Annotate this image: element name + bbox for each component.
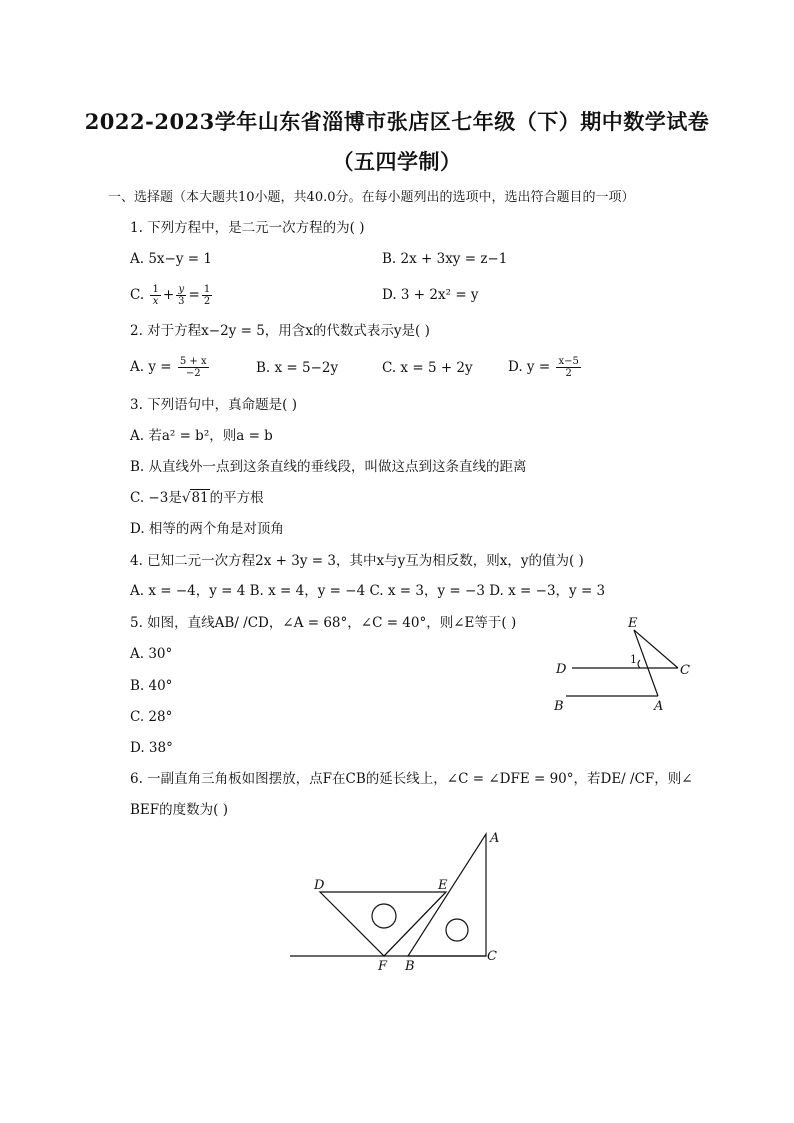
q2-option-a: A. y = $\frac{5 + x}{-2}$: [130, 356, 207, 379]
label-d: D: [314, 878, 325, 893]
q1-option-d: D. 3 + 2x² = y: [382, 287, 479, 303]
q4-stem: 4. 已知二元一次方程2x + 3y = 3，其中x与y互为相反数，则x，y的值为( ): [130, 553, 584, 569]
fraction: $\frac{y}{3}$: [178, 284, 185, 307]
label-f: F: [378, 959, 388, 974]
q3-option-c: C. −3是√81的平方根: [130, 490, 264, 506]
label-e: E: [628, 616, 638, 631]
exam-title: 2022-2023学年山东省淄博市张店区七年级（下）期中数学试卷: [84, 109, 710, 134]
q5-stem: 5. 如图，直线AB/ /CD，∠A = 68°，∠C = 40°，则∠E等于( ): [130, 615, 517, 631]
q6-stem-line1: 6. 一副直角三角板如图摆放，点F在CB的延长线上，∠C = ∠DFE = 90°，若DE/ /CF，则∠: [130, 771, 693, 787]
q2-option-c: C. x = 5 + 2y: [382, 360, 473, 376]
q5-figure: [548, 612, 708, 720]
label-a: A: [654, 699, 664, 714]
angle-1-arc: [638, 660, 640, 668]
q5-option-b: B. 40°: [130, 678, 173, 694]
q5-option-d: D. 38°: [130, 740, 173, 756]
q1-option-c: C. $\frac{1}{x}$ + $\frac{y}{3}$ = $\frac{1}{2}$: [130, 284, 211, 307]
q3-option-b: B. 从直线外一点到这条直线的垂线段，叫做这点到这条直线的距离: [130, 459, 527, 475]
q2-option-d: D. y = $\frac{x-5}{2}$: [508, 356, 579, 379]
q6-stem-line2: BEF的度数为( ): [130, 802, 228, 818]
label-angle-1: 1: [630, 653, 637, 666]
q2-option-b: B. x = 5−2y: [256, 360, 339, 376]
q1-option-a: A. 5x−y = 1: [130, 251, 212, 267]
q1-stem: 1. 下列方程中，是二元一次方程的为( ): [130, 220, 365, 236]
q1-option-c-label: C.: [130, 287, 145, 303]
triangle-def-hole: [372, 904, 396, 928]
exam-subtitle: （五四学制）: [332, 149, 462, 174]
triangle-abc: [408, 834, 486, 956]
fraction: $\frac{1}{x}$: [152, 284, 159, 307]
q3-option-a: A. 若a² = b²，则a = b: [130, 428, 273, 444]
sqrt-radicand: 81: [191, 490, 209, 506]
label-d: D: [556, 662, 567, 677]
label-b: B: [405, 959, 415, 974]
q3-option-d: D. 相等的两个角是对顶角: [130, 521, 284, 537]
label-b: B: [554, 699, 564, 714]
fraction: $\frac{1}{2}$: [203, 284, 211, 307]
fraction: $\frac{x-5}{2}$: [558, 356, 579, 379]
q2-stem: 2. 对于方程x−2y = 5，用含x的代数式表示y是( ): [130, 323, 430, 339]
label-c: C: [487, 949, 497, 964]
q1-option-b: B. 2x + 3xy = z−1: [382, 251, 508, 267]
q3-stem: 3. 下列语句中，真命题是( ): [130, 397, 297, 413]
q5-option-a: A. 30°: [130, 646, 173, 662]
q6-figure: [280, 826, 520, 974]
section-heading: 一、选择题（本大题共10小题，共40.0分。在每小题列出的选项中，选出符合题目的一项）: [108, 190, 635, 205]
label-e: E: [438, 878, 448, 893]
label-c: C: [680, 663, 690, 678]
triangle-def: [320, 892, 446, 956]
q4-options: A. x = −4，y = 4 B. x = 4，y = −4 C. x = 3，y = −3 D. x = −3，y = 3: [130, 583, 606, 599]
triangle-abc-hole: [446, 919, 468, 941]
label-a: A: [490, 831, 500, 846]
q5-option-c: C. 28°: [130, 709, 173, 725]
fraction: $\frac{5 + x}{-2}$: [179, 356, 207, 379]
